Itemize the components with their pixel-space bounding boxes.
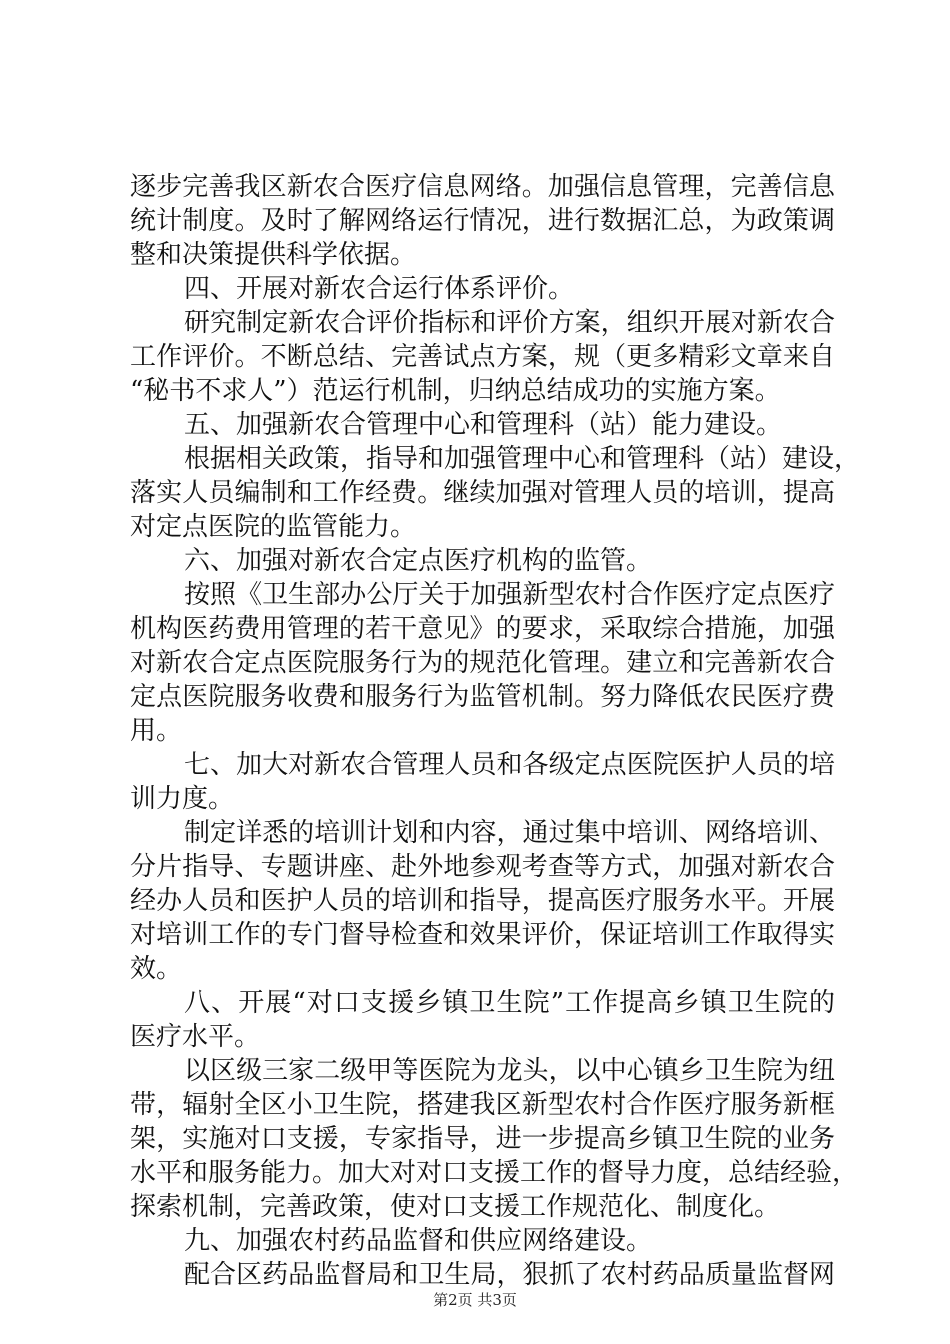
paragraph-line: 效。 [130,954,183,984]
section-heading: 四、开展对新农合运行体系评价。 [184,274,575,304]
paragraph-line: 分片指导、专题讲座、赴外地参观考查等方式，加强对新农合 [130,852,835,882]
paragraph-line: “秘书不求人”）范运行机制，归纳总结成功的实施方案。 [130,376,781,406]
paragraph-line: 探索机制，完善政策，使对口支援工作规范化、制度化。 [130,1192,781,1222]
paragraph-line: 机构医药费用管理的若干意见》的要求，采取综合措施，加强 [130,614,835,644]
paragraph-line: 根据相关政策，指导和加强管理中心和管理科（站）建设， [184,444,861,474]
section-heading: 五、加强新农合管理中心和管理科（站）能力建设。 [184,410,783,440]
paragraph-line: 对新农合定点医院服务行为的规范化管理。建立和完善新农合 [130,648,835,678]
paragraph-line: 配合区药品监督局和卫生局，狠抓了农村药品质量监督网 [184,1260,835,1290]
paragraph-line: 按照《卫生部办公厅关于加强新型农村合作医疗定点医疗 [184,580,835,610]
paragraph-line: 用。 [130,716,183,746]
section-heading: 八、开展“对口支援乡镇卫生院”工作提高乡镇卫生院的 [184,988,835,1018]
section-heading: 七、加大对新农合管理人员和各级定点医院医护人员的培 [184,750,835,780]
paragraph-line: 对培训工作的专门督导检查和效果评价，保证培训工作取得实 [130,920,835,950]
paragraph-line: 制定详悉的培训计划和内容，通过集中培训、网络培训、 [184,818,835,848]
paragraph-line: 统计制度。及时了解网络运行情况，进行数据汇总，为政策调 [130,206,835,236]
section-heading: 六、加强对新农合定点医疗机构的监管。 [184,546,653,576]
section-heading: 九、加强农村药品监督和供应网络建设。 [184,1226,653,1256]
paragraph-line: 对定点医院的监管能力。 [130,512,417,542]
paragraph-line: 工作评价。不断总结、完善试点方案，规（更多精彩文章来自 [130,342,835,372]
paragraph-line: 逐步完善我区新农合医疗信息网络。加强信息管理，完善信息 [130,172,835,202]
paragraph-line: 经办人员和医护人员的培训和指导，提高医疗服务水平。开展 [130,886,835,916]
page-footer: 第2页 共3页 [433,1291,517,1309]
section-heading: 训力度。 [130,784,235,814]
paragraph-line: 落实人员编制和工作经费。继续加强对管理人员的培训，提高 [130,478,835,508]
paragraph-line: 水平和服务能力。加大对对口支援工作的督导力度，总结经验， [130,1158,859,1188]
paragraph-line: 研究制定新农合评价指标和评价方案，组织开展对新农合 [184,308,835,338]
paragraph-line: 整和决策提供科学依据。 [130,240,417,270]
paragraph-line: 带，辐射全区小卫生院，搭建我区新型农村合作医疗服务新框 [130,1090,835,1120]
paragraph-line: 定点医院服务收费和服务行为监管机制。努力降低农民医疗费 [130,682,835,712]
paragraph-line: 架，实施对口支援，专家指导，进一步提高乡镇卫生院的业务 [130,1124,835,1154]
paragraph-line: 以区级三家二级甲等医院为龙头，以中心镇乡卫生院为纽 [184,1056,835,1086]
section-heading: 医疗水平。 [130,1022,261,1052]
document-body [130,170,861,1292]
